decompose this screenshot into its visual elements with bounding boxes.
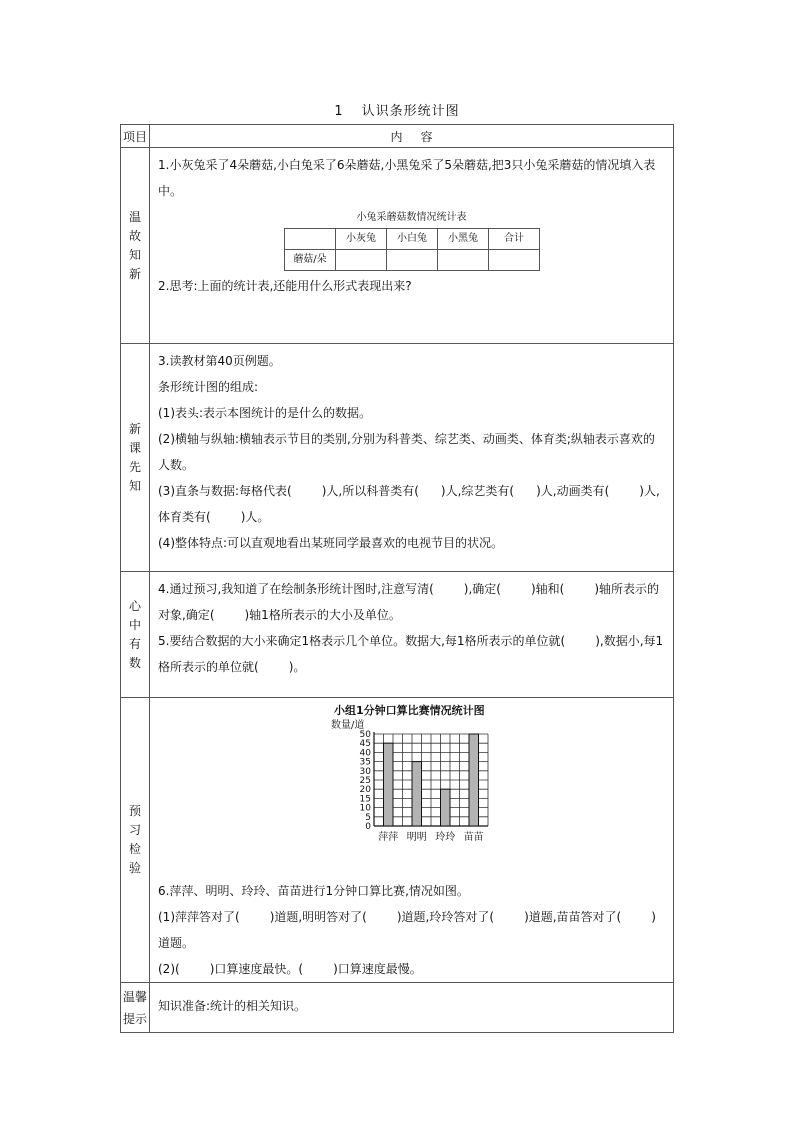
- bar-chart: [150, 698, 674, 874]
- y-tick-label: 20: [359, 785, 371, 796]
- inner-header: 小灰兔: [336, 229, 387, 250]
- question-1: 1.小灰兔采了4朵蘑菇,小白兔采了6朵蘑菇,小黑兔采了5朵蘑菇,把3只小兔采蘑菇的情况填入表中。: [158, 158, 656, 198]
- worksheet-table: [120, 124, 674, 1033]
- page-title: [0, 100, 794, 119]
- question-6: 6.萍萍、明明、玲玲、苗苗进行1分钟口算比赛,情况如图。: [158, 884, 469, 898]
- line-header: (1)表头:表示本图统计的是什么的数据。: [158, 406, 372, 420]
- inner-header: 合计: [489, 229, 540, 250]
- x-tick-label: 明明: [406, 832, 427, 843]
- section-label-tips: 温馨提示: [122, 989, 147, 1026]
- question-4: 4.通过预习,我知道了在绘制条形统计图时,注意写清( ),确定( )轴和( )轴所表示的对象,确定( )轴1格所表示的大小及单位。: [158, 582, 660, 622]
- y-tick-label: 50: [359, 730, 371, 740]
- section-label-check: 预习检验: [128, 804, 141, 875]
- y-tick-label: 15: [359, 794, 371, 805]
- question-2: 2.思考:上面的统计表,还能用什么形式表现出来?: [158, 279, 412, 293]
- inner-row-label: 蘑菇/朵: [285, 250, 336, 271]
- line-features: (4)整体特点:可以直观地看出某班同学最喜欢的电视节目的状况。: [158, 536, 504, 550]
- line-3: 3.读教材第40页例题。: [158, 354, 281, 368]
- inner-header-blank: [285, 229, 336, 250]
- y-axis-label: 数量/道: [331, 720, 365, 731]
- bar: [469, 734, 479, 826]
- section-newlesson: [121, 344, 674, 572]
- mushroom-table: [284, 228, 540, 271]
- section-label-review: 温故知新: [128, 209, 141, 281]
- answer-cell[interactable]: [387, 250, 438, 271]
- line-bars: (3)直条与数据:每格代表( )人,所以科普类有( )人,综艺类有( )人,动画类有( )人,体育类有( )人。: [158, 484, 660, 524]
- header-item: 项目: [121, 125, 150, 148]
- y-tick-label: 30: [359, 766, 371, 777]
- answer-cell[interactable]: [489, 250, 540, 271]
- section-label-newlesson: 新课先知: [128, 421, 141, 493]
- question-6-1: (1)萍萍答对了( )道题,明明答对了( )道题,玲玲答对了( )道题,苗苗答对了( )道题。: [158, 910, 656, 950]
- lesson-number: 1: [334, 104, 344, 119]
- bar: [441, 789, 451, 826]
- x-tick-label: 萍萍: [378, 832, 399, 843]
- inner-table-title: 小兔采蘑菇数情况统计表: [356, 212, 467, 223]
- line-components: 条形统计图的组成:: [158, 380, 259, 394]
- inner-header: 小白兔: [387, 229, 438, 250]
- section-label-mind: 心中有数: [128, 598, 141, 670]
- tips-text: 知识准备:统计的相关知识。: [158, 999, 307, 1013]
- y-tick-label: 45: [359, 739, 371, 750]
- section-review: [121, 148, 674, 344]
- inner-header: 小黑兔: [438, 229, 489, 250]
- y-tick-label: 35: [359, 757, 371, 768]
- y-tick-label: 40: [359, 748, 371, 759]
- chart-container: [150, 698, 673, 878]
- header-row: [121, 125, 674, 148]
- section-mind: [121, 572, 674, 698]
- x-tick-label: 玲玲: [435, 832, 456, 843]
- y-tick-label: 5: [365, 812, 371, 823]
- question-6-2: (2)( )口算速度最快。( )口算速度最慢。: [158, 962, 422, 976]
- lesson-title: 认识条形统计图: [361, 104, 460, 119]
- header-content: 内容: [150, 125, 674, 148]
- y-tick-label: 10: [359, 803, 371, 814]
- answer-cell[interactable]: [438, 250, 489, 271]
- question-5: 5.要结合数据的大小来确定1格表示几个单位。数据大,每1格所表示的单位就( ),数据小,每1格所表示的单位就( )。: [158, 634, 664, 674]
- line-axes: (2)横轴与纵轴:横轴表示节目的类别,分别为科普类、综艺类、动画类、体育类;纵轴表示喜欢的人数。: [158, 432, 655, 472]
- section-check: [121, 698, 674, 983]
- chart-title: 小组1分钟口算比赛情况统计图: [334, 704, 485, 717]
- bar: [412, 762, 422, 826]
- answer-cell[interactable]: [336, 250, 387, 271]
- section-tips: [121, 983, 674, 1033]
- x-tick-label: 苗苗: [463, 832, 484, 843]
- y-tick-label: 25: [359, 776, 371, 786]
- y-tick-label: 0: [365, 822, 371, 832]
- bar: [384, 743, 394, 826]
